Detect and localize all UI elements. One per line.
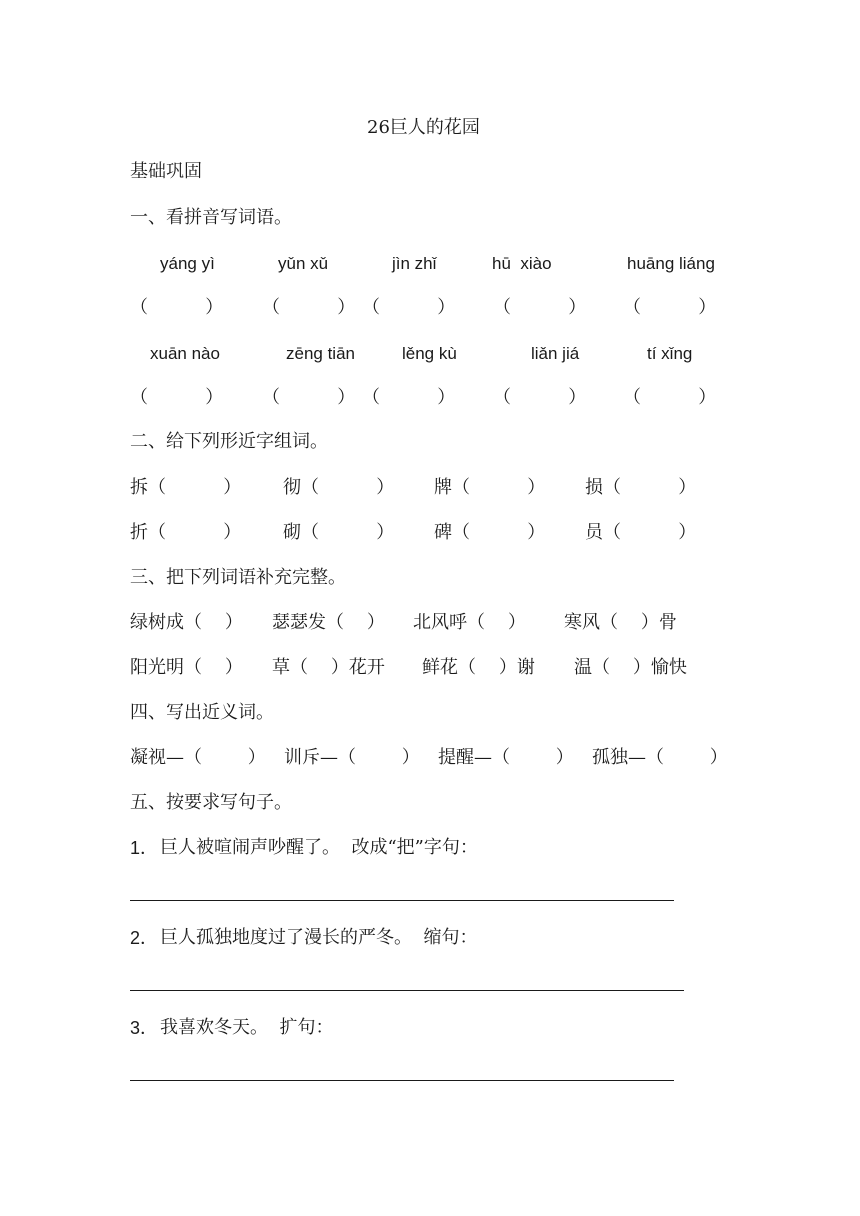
answer-line [130, 900, 674, 901]
synonym-item: 训斥—（ ） [284, 747, 420, 768]
answer-blank: （ ） [493, 297, 587, 318]
answer-blank: （ ） [493, 387, 587, 408]
idiom-item: 阳光明（ ） [130, 657, 243, 678]
idiom-item: 瑟瑟发（ ） [272, 612, 385, 633]
sentence-number: 3． [130, 1018, 159, 1038]
pinyin-item: jìn zhǐ [392, 254, 437, 273]
pinyin-item: hū xiào [492, 254, 552, 273]
char-item: 牌（ ） [434, 477, 546, 498]
char-item: 拆（ ） [130, 477, 242, 498]
idiom-item: 寒风（ ）骨 [564, 612, 677, 633]
idiom-item: 绿树成（ ） [130, 612, 243, 633]
pinyin-item: yáng yì [160, 254, 215, 273]
synonym-item: 提醒—（ ） [438, 747, 574, 768]
char-item: 碑（ ） [434, 522, 546, 543]
section-heading-basic: 基础巩固 [130, 161, 202, 182]
sentence-number: 1． [130, 838, 159, 858]
pinyin-item: tí xǐng [647, 344, 693, 363]
sentence-prompt: 巨人被喧闹声吵醒了。 改成“把”字句： [160, 837, 478, 858]
idiom-item: 鲜花（ ）谢 [422, 657, 535, 678]
sentence-prompt: 巨人孤独地度过了漫长的严冬。 缩句： [160, 927, 478, 948]
q4-heading: 四、写出近义词。 [130, 702, 274, 723]
answer-blank: （ ） [623, 387, 717, 408]
page-title: 26巨人的花园 [367, 117, 480, 138]
answer-blank: （ ） [262, 387, 356, 408]
answer-blank: （ ） [623, 297, 717, 318]
q1-heading: 一、看拼音写词语。 [130, 207, 292, 228]
char-item: 员（ ） [585, 522, 697, 543]
answer-blank: （ ） [130, 387, 224, 408]
answer-blank: （ ） [130, 297, 224, 318]
pinyin-item: xuān nào [150, 344, 220, 363]
q5-heading: 五、按要求写句子。 [130, 792, 292, 813]
idiom-item: 草（ ）花开 [272, 657, 385, 678]
answer-blank: （ ） [362, 387, 456, 408]
pinyin-item: huāng liáng [627, 254, 715, 273]
q2-heading: 二、给下列形近字组词。 [130, 431, 328, 452]
synonym-item: 孤独—（ ） [592, 747, 728, 768]
pinyin-item: zēng tiān [286, 344, 355, 363]
idiom-item: 北风呼（ ） [413, 612, 526, 633]
sentence-number: 2． [130, 928, 159, 948]
char-item: 损（ ） [585, 477, 697, 498]
char-item: 折（ ） [130, 522, 242, 543]
char-item: 砌（ ） [283, 522, 395, 543]
char-item: 彻（ ） [283, 477, 395, 498]
answer-line [130, 990, 684, 991]
answer-line [130, 1080, 674, 1081]
pinyin-item: lěng kù [402, 344, 457, 363]
idiom-item: 温（ ）愉快 [574, 657, 687, 678]
pinyin-item: yǔn xǔ [278, 254, 329, 273]
q3-heading: 三、把下列词语补充完整。 [130, 567, 346, 588]
answer-blank: （ ） [262, 297, 356, 318]
synonym-item: 凝视—（ ） [130, 747, 266, 768]
sentence-prompt: 我喜欢冬天。 扩句： [160, 1017, 334, 1038]
answer-blank: （ ） [362, 297, 456, 318]
pinyin-item: liǎn jiá [531, 344, 580, 363]
